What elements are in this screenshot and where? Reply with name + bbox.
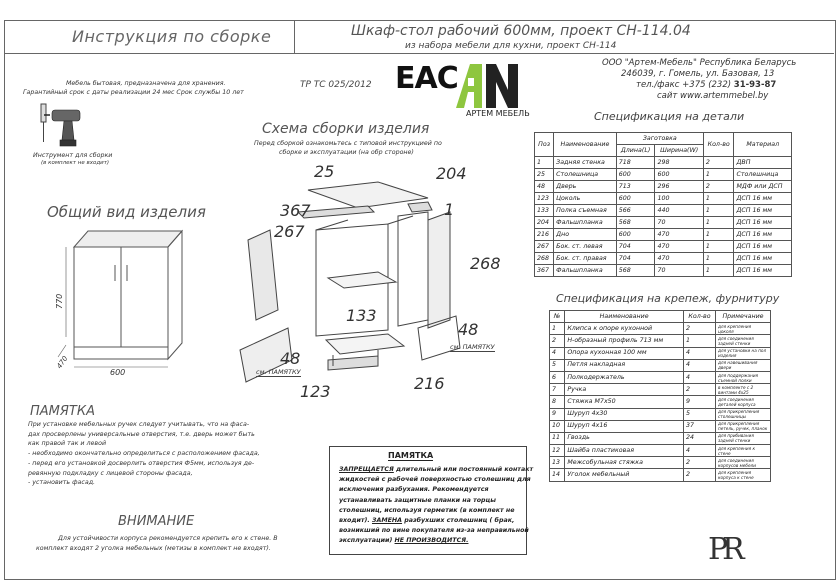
label-367: 367: [280, 201, 311, 220]
parts-cell-qty: 1: [703, 241, 734, 253]
company-site: сайт www.artemmebel.by: [657, 91, 769, 101]
parts-cell-name: Фальшпланка: [554, 217, 617, 229]
parts-cell-pos: 268: [535, 253, 554, 265]
parts-spec-table: [534, 132, 792, 277]
memo-not-produced: НЕ ПРОИЗВОДИТСЯ.: [394, 537, 469, 545]
hardware-cell-note: для крепления цоколя: [716, 323, 771, 335]
table-row: [550, 335, 771, 347]
label-1: 1: [444, 200, 455, 219]
hardware-cell-qty: 24: [683, 432, 715, 444]
tools-illustration: [28, 100, 88, 150]
table-row: [535, 265, 792, 277]
hardware-cell-qty: 4: [683, 371, 715, 383]
drill-icon: [44, 110, 80, 146]
hardware-cell-n: 13: [550, 457, 565, 469]
hardware-cell-n: 5: [550, 359, 565, 371]
hardware-cell-qty: 4: [683, 359, 715, 371]
col-note: Примечание: [716, 311, 771, 323]
tr-ts-label: ТР ТС 025/2012: [300, 80, 372, 90]
parts-cell-pos: 1: [535, 157, 554, 169]
company-address: 246039, г. Гомель, ул. Базовая, 13: [621, 69, 775, 79]
hardware-cell-qty: 37: [683, 420, 715, 432]
parts-cell-width: 600: [655, 169, 703, 181]
parts-cell-name: Столешница: [554, 169, 617, 181]
label-25: 25: [314, 162, 335, 181]
memo-zamena: ЗАМЕНА: [371, 517, 403, 525]
dim-depth: 470: [55, 354, 70, 371]
phone-number: 31-93-87: [733, 80, 777, 90]
header-separator: [294, 20, 295, 53]
memo-ref-right: см. ПАМЯТКУ: [450, 343, 495, 351]
parts-cell-pos: 133: [535, 205, 554, 217]
parts-cell-length: 713: [616, 181, 655, 193]
memo-left-line: - установить фасад.: [28, 479, 96, 487]
parts-cell-name: Задняя стенка: [554, 157, 617, 169]
hardware-cell-name: Межсобульная стяжка: [565, 457, 684, 469]
parts-cell-width: 440: [655, 205, 703, 217]
table-row: [550, 445, 771, 457]
intro-line1: Мебель бытовая, предназначена для хранения.: [66, 80, 226, 87]
hardware-cell-note: для прикрепления столешницы: [716, 408, 771, 420]
parts-cell-material: ДСП 16 мм: [734, 217, 792, 229]
hardware-spec-table: [549, 310, 771, 482]
parts-cell-pos: 123: [535, 193, 554, 205]
hardware-cell-name: Шуруп 4х30: [565, 408, 684, 420]
exploded-assembly-drawing: [228, 160, 518, 400]
parts-cell-length: 704: [616, 241, 655, 253]
parts-cell-name: Дверь: [554, 181, 617, 193]
hardware-cell-note: для соединения задней стенки: [716, 335, 771, 347]
memo-left-line: ревянную подкладку с лицевой стороны фасада,: [28, 469, 193, 477]
hardware-cell-n: 1: [550, 323, 565, 335]
cabinet-overview-drawing: [55, 225, 198, 377]
right-subtitle: из набора мебели для кухни, проект СН-114: [405, 41, 617, 51]
warning-line2: комплект входят 2 уголка мебельных (метизы в комплект не входят).: [36, 545, 271, 552]
parts-cell-qty: 1: [703, 169, 734, 181]
table-row: [550, 384, 771, 396]
parts-cell-name: Бок. ст. левая: [554, 241, 617, 253]
tools-caption1: Инструмент для сборки: [33, 152, 113, 159]
hardware-cell-qty: 2: [683, 457, 715, 469]
parts-cell-material: ДСП 16 мм: [734, 241, 792, 253]
hardware-cell-n: 9: [550, 408, 565, 420]
table-row: [535, 193, 792, 205]
hardware-cell-n: 10: [550, 420, 565, 432]
hardware-cell-name: Стяжка М7х50: [565, 396, 684, 408]
parts-cell-width: 70: [655, 217, 703, 229]
hardware-cell-qty: 2: [683, 323, 715, 335]
table-row: [550, 457, 771, 469]
col-blank: Заготовка: [616, 133, 703, 145]
hardware-cell-qty: 4: [683, 445, 715, 457]
col-material: Материал: [734, 133, 792, 157]
parts-cell-qty: 1: [703, 229, 734, 241]
parts-cell-pos: 267: [535, 241, 554, 253]
parts-cell-length: 568: [616, 217, 655, 229]
parts-cell-qty: 1: [703, 265, 734, 277]
parts-cell-length: 600: [616, 229, 655, 241]
hardware-cell-note: для соединения корпусов мебели: [716, 457, 771, 469]
hardware-cell-qty: 5: [683, 408, 715, 420]
hardware-cell-name: Н-образный профиль 713 мм: [565, 335, 684, 347]
hardware-cell-note: для крепления корпуса к стене: [716, 469, 771, 481]
table-row: [550, 432, 771, 444]
company-phone: [636, 80, 776, 90]
hardware-cell-note: в комплекте с 2 винтами 4х25: [716, 384, 771, 396]
table-row: [535, 181, 792, 193]
part-back: [398, 212, 428, 326]
parts-cell-pos: 48: [535, 181, 554, 193]
assembly-title: Схема сборки изделия: [262, 121, 430, 137]
assembly-note2: сборке и эксплуатации (на обр стороне): [279, 149, 414, 156]
parts-cell-width: 470: [655, 241, 703, 253]
label-123: 123: [300, 382, 331, 401]
parts-cell-qty: 2: [703, 157, 734, 169]
hardware-cell-note: для прикрепления петель, ручек, планок: [716, 420, 771, 432]
right-title: Шкаф-стол рабочий 600мм, проект СН-114.04: [351, 23, 691, 39]
col-name: Наименование: [554, 133, 617, 157]
col-qty: Кол-во: [703, 133, 734, 157]
col-hw-qty: Кол-во: [683, 311, 715, 323]
hardware-cell-note: для прибивания задней стенки: [716, 432, 771, 444]
corner-logo: PR: [708, 532, 739, 567]
parts-cell-material: ДСП 16 мм: [734, 229, 792, 241]
parts-cell-pos: 25: [535, 169, 554, 181]
dim-height: 770: [55, 293, 64, 309]
col-width: Ширина(W): [655, 145, 703, 157]
parts-cell-name: Полка съемная: [554, 205, 617, 217]
hardware-cell-name: Шуруп 4х16: [565, 420, 684, 432]
col-hw-name: Наименование: [565, 311, 684, 323]
parts-cell-length: 566: [616, 205, 655, 217]
parts-cell-material: Столешница: [734, 169, 792, 181]
table-row: [535, 205, 792, 217]
parts-cell-name: Бок. ст. правая: [554, 253, 617, 265]
table-row: [535, 217, 792, 229]
hardware-cell-note: для соединения деталей корпуса: [716, 396, 771, 408]
col-n: №: [550, 311, 565, 323]
hardware-cell-note: для крепления к стене: [716, 445, 771, 457]
parts-cell-pos: 367: [535, 265, 554, 277]
overview-title: Общий вид изделия: [47, 203, 206, 221]
label-216: 216: [414, 374, 445, 393]
memo-forbidden: ЗАПРЕЩАЕТСЯ: [339, 466, 394, 473]
parts-cell-material: МДФ или ДСП: [734, 181, 792, 193]
hardware-cell-qty: 9: [683, 396, 715, 408]
hardware-cell-name: Клипса к опоре кухонной: [565, 323, 684, 335]
left-title: Инструкция по сборке: [72, 27, 272, 46]
table-row: [550, 396, 771, 408]
warning-title: ВНИМАНИЕ: [118, 514, 195, 529]
hardware-cell-name: Петля накладная: [565, 359, 684, 371]
hardware-cell-note: для навешивания двери: [716, 359, 771, 371]
hardware-cell-n: 4: [550, 347, 565, 359]
header-divider: [4, 53, 834, 54]
table-row: [535, 229, 792, 241]
part-216: [326, 334, 404, 354]
hardware-cell-qty: 4: [683, 347, 715, 359]
col-pos: Поз: [535, 133, 554, 157]
memo-left-text: [28, 420, 260, 488]
parts-cell-length: 600: [616, 193, 655, 205]
memo-left-line: - перед его установкой досверлить отверстия Ф5мм, используя де-: [28, 459, 255, 467]
parts-cell-material: ДСП 16 мм: [734, 193, 792, 205]
hardware-cell-n: 14: [550, 469, 565, 481]
parts-cell-qty: 1: [703, 205, 734, 217]
table-row: [535, 253, 792, 265]
table-row: [535, 157, 792, 169]
parts-cell-name: Дно: [554, 229, 617, 241]
part-267: [248, 230, 278, 320]
dim-width: 600: [110, 368, 126, 377]
memo-left-title: ПАМЯТКА: [30, 404, 95, 419]
hardware-cell-name: Гвоздь: [565, 432, 684, 444]
part-268: [428, 212, 450, 328]
hardware-cell-qty: 1: [683, 335, 715, 347]
parts-cell-qty: 1: [703, 193, 734, 205]
col-length: Длина(L): [616, 145, 655, 157]
hardware-cell-name: Полкодержатель: [565, 371, 684, 383]
hardware-cell-qty: 2: [683, 469, 715, 481]
table-row: [550, 323, 771, 335]
assembly-note1: Перед сборкой ознакомьтесь с типовой инструкцией по: [254, 140, 442, 147]
parts-cell-material: ДВП: [734, 157, 792, 169]
hardware-cell-name: Ручка: [565, 384, 684, 396]
parts-cell-name: Цоколь: [554, 193, 617, 205]
memo-left-line: как правой так и левой: [28, 440, 107, 448]
label-267: 267: [274, 222, 305, 241]
label-268: 268: [470, 254, 501, 273]
table-row: [550, 371, 771, 383]
hardware-cell-name: Уголок мебельный: [565, 469, 684, 481]
hardware-cell-name: Шайба пластиковая: [565, 445, 684, 457]
memo-ref-left: см. ПАМЯТКУ: [256, 368, 301, 376]
parts-cell-width: 100: [655, 193, 703, 205]
eac-mark: ЕАС: [395, 61, 458, 96]
intro-line2: Гарантийный срок с даты реализации 24 мес Срок службы 10 лет: [23, 89, 244, 96]
hardware-cell-note: для установки на пол изделия: [716, 347, 771, 359]
parts-cell-width: 70: [655, 265, 703, 277]
label-48-right: 48: [458, 320, 479, 339]
parts-cell-length: 704: [616, 253, 655, 265]
label-48-left: 48: [280, 349, 301, 368]
brand-name: АРТЕМ МЕБЕЛЬ: [466, 109, 530, 118]
hardware-cell-n: 7: [550, 384, 565, 396]
brand-logo: [452, 58, 530, 120]
parts-cell-material: ДСП 16 мм: [734, 253, 792, 265]
table-row: [550, 347, 771, 359]
memo-left-line: - необходимо окончательно определиться с расположением фасада,: [28, 450, 260, 458]
part-123: [328, 356, 378, 370]
hardware-cell-n: 6: [550, 371, 565, 383]
parts-cell-length: 568: [616, 265, 655, 277]
parts-cell-qty: 2: [703, 181, 734, 193]
parts-cell-qty: 1: [703, 253, 734, 265]
part-133: [328, 272, 396, 288]
parts-spec-title: Спецификация на детали: [594, 110, 745, 123]
memo-box-title: ПАМЯТКА: [388, 451, 434, 460]
label-204: 204: [436, 164, 467, 183]
parts-cell-material: ДСП 16 мм: [734, 265, 792, 277]
hardware-cell-n: 2: [550, 335, 565, 347]
hardware-cell-n: 8: [550, 396, 565, 408]
hardware-spec-title: Спецификация на крепеж, фурнитуру: [556, 292, 780, 305]
table-row: [550, 420, 771, 432]
parts-cell-pos: 216: [535, 229, 554, 241]
table-row: [550, 469, 771, 481]
memo-left-line: При установке мебельных ручек следует учитывать, что на фаса-: [28, 421, 250, 428]
table-row: [550, 408, 771, 420]
company-name: ООО "Артем-Мебель" Республика Беларусь: [602, 58, 797, 68]
parts-cell-width: 298: [655, 157, 703, 169]
hardware-cell-note: для поддержания съемной полки: [716, 371, 771, 383]
hardware-cell-name: Опора кухонная 100 мм: [565, 347, 684, 359]
warning-line1: Для устойчивости корпуса рекомендуется крепить его к стене. В: [58, 535, 278, 542]
hardware-header-row: [550, 311, 771, 323]
parts-header-row: [535, 133, 792, 145]
parts-cell-length: 600: [616, 169, 655, 181]
parts-cell-length: 718: [616, 157, 655, 169]
screwdriver-icon: [41, 104, 46, 142]
hardware-cell-qty: 2: [683, 384, 715, 396]
parts-cell-qty: 1: [703, 217, 734, 229]
memo-box: [329, 446, 534, 555]
phone-prefix: тел./факс +375 (232): [636, 80, 732, 90]
label-133: 133: [346, 306, 377, 325]
memo-box-text: ЗАПРЕЩАЕТСЯ длительный или постоянный контакт жидкостей с рабочей поверхностью столешниц для исключения разбухания. Рекомендуется устанавливать защитные планки на торцы столешниц, используя герметик (в комплект не входит). ЗАМЕНА разбухших столешниц ( брак, возникший по вине покупателя из-за неправильной эксплуатации) НЕ ПРОИЗВОДИТСЯ.: [339, 466, 534, 545]
table-row: [535, 169, 792, 181]
table-row: [535, 241, 792, 253]
parts-cell-material: ДСП 16 мм: [734, 205, 792, 217]
parts-cell-name: Фальшпланка: [554, 265, 617, 277]
parts-cell-width: 470: [655, 253, 703, 265]
table-row: [550, 359, 771, 371]
parts-cell-width: 296: [655, 181, 703, 193]
tools-caption2: (в комплект не входит): [41, 160, 110, 166]
parts-cell-width: 470: [655, 229, 703, 241]
memo-left-line: дах просверлены универсальные отверстия, т.е. дверь может быть: [28, 430, 255, 438]
hardware-cell-n: 11: [550, 432, 565, 444]
parts-cell-pos: 204: [535, 217, 554, 229]
hardware-cell-n: 12: [550, 445, 565, 457]
